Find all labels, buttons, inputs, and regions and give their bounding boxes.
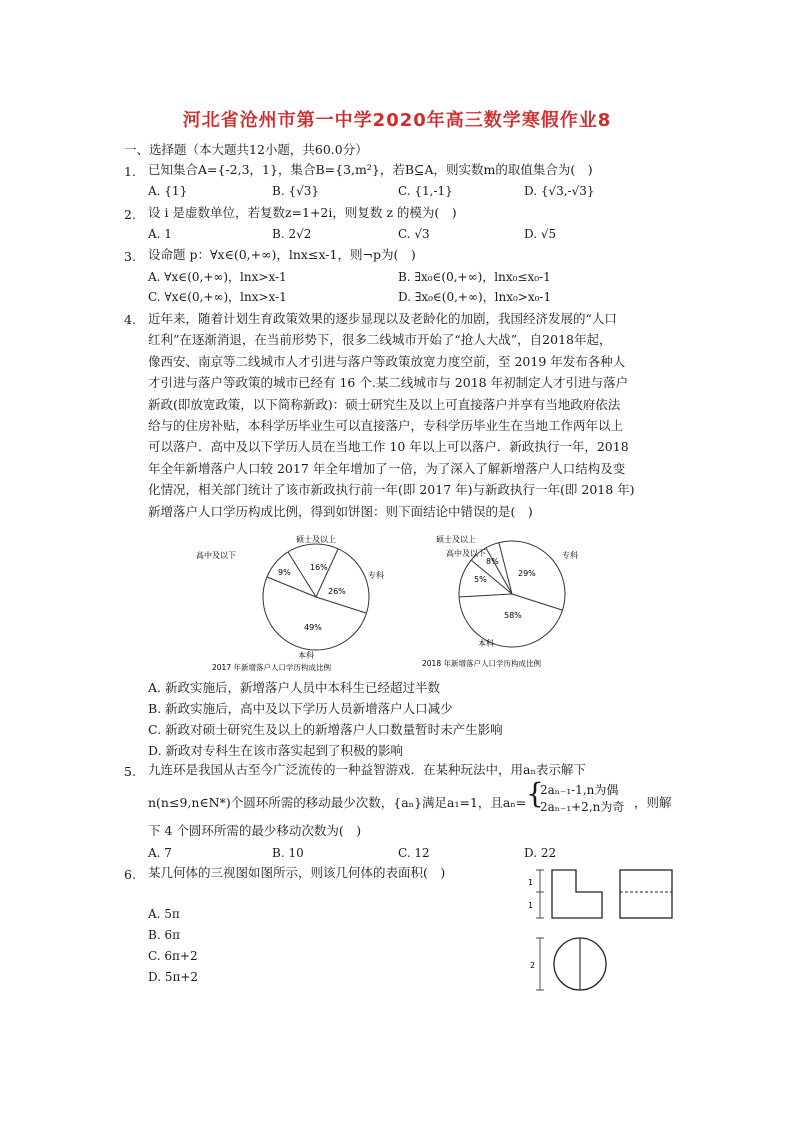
dimension-label: 2 xyxy=(530,961,536,970)
pie-divider xyxy=(459,594,512,597)
option-d: D. 22 xyxy=(524,846,557,860)
pie-divider xyxy=(512,594,562,610)
pie-pct-bachelor: 58% xyxy=(504,611,522,620)
question-stem: 某几何体的三视图如图所示，则该几何体的表面积( ) xyxy=(148,865,446,880)
option-d: D. ∃x₀∈(0,+∞)，lnx₀>x₀-1 xyxy=(398,290,552,304)
option-d: D. 新政对专科生在该市落实起到了积极的影响 xyxy=(148,743,404,758)
pie-pct-college: 29% xyxy=(518,569,536,578)
passage-line: 给与的住房补贴，本科学历毕业生可以直接落户，专科学历毕业生在当地工作两年以上 xyxy=(148,418,624,434)
question-number: 2. xyxy=(124,207,136,222)
question-stem: 设 i 是虚数单位，若复数z=1+2i，则复数 z 的模为( ) xyxy=(148,205,457,220)
pie-divider xyxy=(486,548,512,594)
question-number: 3. xyxy=(124,249,136,264)
pie-divider xyxy=(316,597,366,613)
passage-line: 年全年新增落户人口较 2017 年全年增加了一倍，为了深入了解新增落户人口结构及变 xyxy=(148,460,626,476)
question-stem: ，则解 xyxy=(634,795,672,810)
pie-label-college: 专科 xyxy=(562,551,578,560)
piecewise-case: 2aₙ₋₁-1,n为偶 xyxy=(540,783,619,797)
question-stem: n(n≤9,n∈N*)个圆环所需的移动最少次数，{aₙ}满足a₁=1，且aₙ= xyxy=(148,795,527,810)
question-number: 6. xyxy=(124,867,136,882)
option-a: A. 新政实施后，新增落户人员中本科生已经超过半数 xyxy=(148,680,440,695)
pie-caption: 2018 年新增落户人口学历构成比例 xyxy=(422,659,541,668)
passage-line: 红利”在逐渐消退，在当前形势下，很多二线城市开始了“抢人大战”，自2018年起， xyxy=(148,332,612,348)
front-view xyxy=(552,870,602,918)
question-passage xyxy=(148,308,668,522)
section-heading: 一、选择题（本大题共12小题，共60.0分） xyxy=(124,142,368,157)
option-c: C. ∀x∈(0,+∞)，lnx>x-1 xyxy=(148,290,287,304)
question-stem: 已知集合A={-2,3，1}，集合B={3,m²}，若B⊆A，则实数m的取值集合为( ) xyxy=(148,162,593,177)
question-number: 1. xyxy=(124,164,136,179)
passage-line: 可以落户．高中及以下学历人员在当地工作 10 年以上可以落户．新政执行一年，2018 xyxy=(148,439,629,455)
pie-pct-master: 8% xyxy=(486,557,499,566)
pie-label-bachelor: 本科 xyxy=(298,651,314,660)
option-a: A. 7 xyxy=(148,846,172,860)
brace-symbol: { xyxy=(526,777,544,810)
question-stem: 九连环是我国从古至今广泛流传的一种益智游戏．在某种玩法中，用aₙ表示解下 xyxy=(148,762,586,777)
option-b: B. 10 xyxy=(272,846,304,860)
pie-caption: 2017 年新增落户人口学历构成比例 xyxy=(212,663,331,672)
option-a: A. 5π xyxy=(148,907,180,921)
pie-pct-bachelor: 49% xyxy=(304,623,322,632)
pie-label-high: 高中及以下 xyxy=(446,549,486,558)
option-d: D. 5π+2 xyxy=(148,970,199,984)
question-number: 5. xyxy=(124,764,136,779)
option-a: A. {1} xyxy=(148,184,188,198)
option-c: C. 12 xyxy=(398,846,430,860)
dimension-label: 1 xyxy=(528,901,534,910)
question-stem: 设命题 p：∀x∈(0,+∞)，lnx≤x-1，则¬p为( ) xyxy=(148,247,416,262)
pie-divider xyxy=(267,577,316,597)
passage-line: 化情况，相关部门统计了该市新政执行前一年(即 2017 年)与新政执行一年(即 2018 年) xyxy=(148,482,635,498)
pie-charts-figure xyxy=(190,522,610,672)
passage-line: 新增落户人口学历构成比例，得到如饼图：则下面结论中错误的是( ) xyxy=(148,503,533,519)
passage-line: 新政(即放宽政策，以下简称新政)：硕士研究生及以上可直接落户并享有当地政府依法 xyxy=(148,396,621,412)
page-title: 河北省沧州市第一中学2020年高三数学寒假作业8 xyxy=(182,110,612,131)
pie-2017 xyxy=(263,544,369,650)
option-b: B. {√3} xyxy=(272,184,319,198)
three-view-figure xyxy=(528,862,688,994)
pie-pct-high: 5% xyxy=(474,575,487,584)
option-c: C. √3 xyxy=(398,227,430,241)
option-b: B. 新政实施后，高中及以下学历人员新增落户人口减少 xyxy=(148,701,453,716)
pie-label-bachelor: 本科 xyxy=(478,639,494,648)
option-b: B. 6π xyxy=(148,928,180,942)
pie-label-college: 专科 xyxy=(368,571,384,580)
option-a: A. 1 xyxy=(148,227,172,241)
pie-pct-college: 26% xyxy=(328,587,346,596)
option-b: B. ∃x₀∈(0,+∞)，lnx₀≤x₀-1 xyxy=(398,270,551,284)
pie-divider xyxy=(499,543,512,594)
option-b: B. 2√2 xyxy=(272,227,312,241)
passage-line: 像西安、南京等二线城市人才引进与落户等政策放宽力度空前，至 2019 年发布各种人 xyxy=(148,353,626,369)
pie-divider xyxy=(288,552,316,597)
option-a: A. ∀x∈(0,+∞)，lnx>x-1 xyxy=(148,270,287,284)
question-stem: 下 4 个圆环所需的最少移动次数为( ) xyxy=(148,823,362,838)
pie-pct-master: 16% xyxy=(310,563,328,572)
pie-label-master: 硕士及以上 xyxy=(436,535,476,544)
passage-line: 近年来，随着计划生育政策效果的逐步显现以及老龄化的加剧，我国经济发展的“人口 xyxy=(148,311,617,326)
option-d: D. √5 xyxy=(524,227,557,241)
pie-label-high: 高中及以下 xyxy=(196,551,236,560)
dimension-label: 1 xyxy=(528,878,534,887)
passage-line: 才引进与落户等政策的城市已经有 16 个.某二线城市与 2018 年初制定人才引进与落户 xyxy=(148,375,629,391)
option-c: C. 新政对硕士研究生及以上的新增落户人口数量暂时未产生影响 xyxy=(148,722,503,737)
pie-label-master: 硕士及以上 xyxy=(296,535,336,544)
option-c: C. {1,-1} xyxy=(398,184,453,198)
option-c: C. 6π+2 xyxy=(148,949,198,963)
question-number: 4. xyxy=(124,312,136,327)
pie-pct-high: 9% xyxy=(278,568,291,577)
piecewise-case: 2aₙ₋₁+2,n为奇 xyxy=(540,800,625,814)
option-d: D. {√3,-√3} xyxy=(524,184,595,198)
side-view xyxy=(620,870,672,918)
